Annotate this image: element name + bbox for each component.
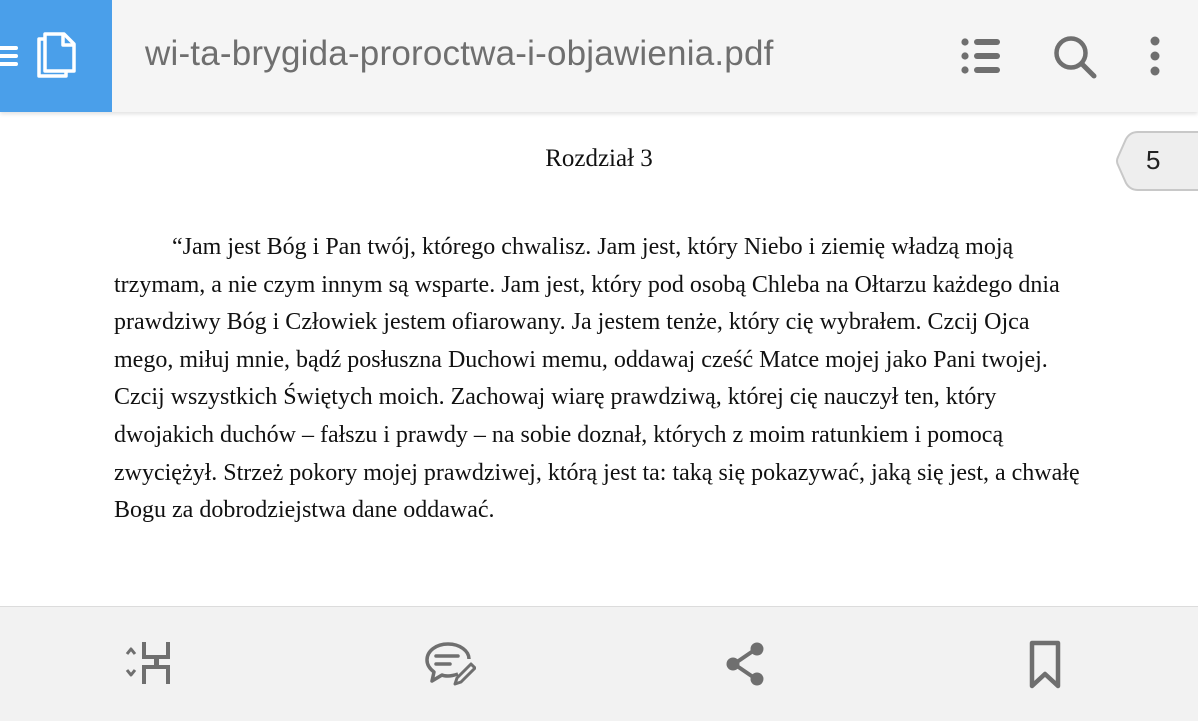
annotate-button[interactable]: [424, 640, 476, 691]
top-app-bar: [0, 0, 1198, 112]
pdf-page-view[interactable]: [0, 112, 1198, 606]
more-options-button[interactable]: [1140, 34, 1170, 83]
document-title: wi-ta-brygida-proroctwa-i-objawienia.pdf: [145, 34, 774, 73]
documents-menu-button[interactable]: [0, 0, 112, 112]
share-button[interactable]: [724, 640, 768, 691]
page-number: 5: [1146, 145, 1161, 175]
documents-icon: [36, 31, 78, 79]
annotation-icon: [424, 640, 476, 688]
fit-width-button[interactable]: [124, 640, 174, 691]
paragraph-text: “Jam jest Bóg i Pan twój, którego chwalisz. Jam jest, który Niebo i ziemię władzą moją trzymam, a nie czym innym są wsparte. Jam jest, który pod osobą Chleba na Ołtarzu każdego dnia prawdziwy Bóg i Człowiek jestem ofiarowany. Ja jestem tenże, który cię wybrałem. Czcij Ojca mego, miłuj mnie, bądź posłuszna Duchowi memu, oddawaj cześć Matce mojej jako Pani twojej. Czcij wszystkich Świętych moich. Zachowaj wiarę prawdziwą, której cię nauczył ten, który dwojakich duchów – fałszu i prawdy – na sobie doznał, których z moim ratunkiem i pomocą zwyciężył. Strzeż pokory mojej prawdziwej, którą jest ta: taką się pokazywać, jaką się jest, a chwałę Bogu za dobrodziejstwa dane oddawać.: [114, 234, 1080, 524]
outline-button[interactable]: [958, 34, 1004, 83]
hamburger-icon: [0, 40, 20, 72]
fit-width-icon: [124, 640, 174, 688]
share-icon: [724, 640, 768, 688]
bookmark-button[interactable]: [1028, 640, 1062, 693]
page-number-indicator[interactable]: [1116, 131, 1198, 191]
search-button[interactable]: [1052, 34, 1098, 83]
chapter-heading: Rozdział 3: [545, 145, 653, 172]
outline-list-icon: [958, 34, 1004, 80]
bookmark-icon: [1028, 640, 1062, 690]
search-icon: [1052, 34, 1098, 80]
bottom-toolbar: [0, 606, 1198, 721]
more-vert-icon: [1140, 34, 1170, 80]
